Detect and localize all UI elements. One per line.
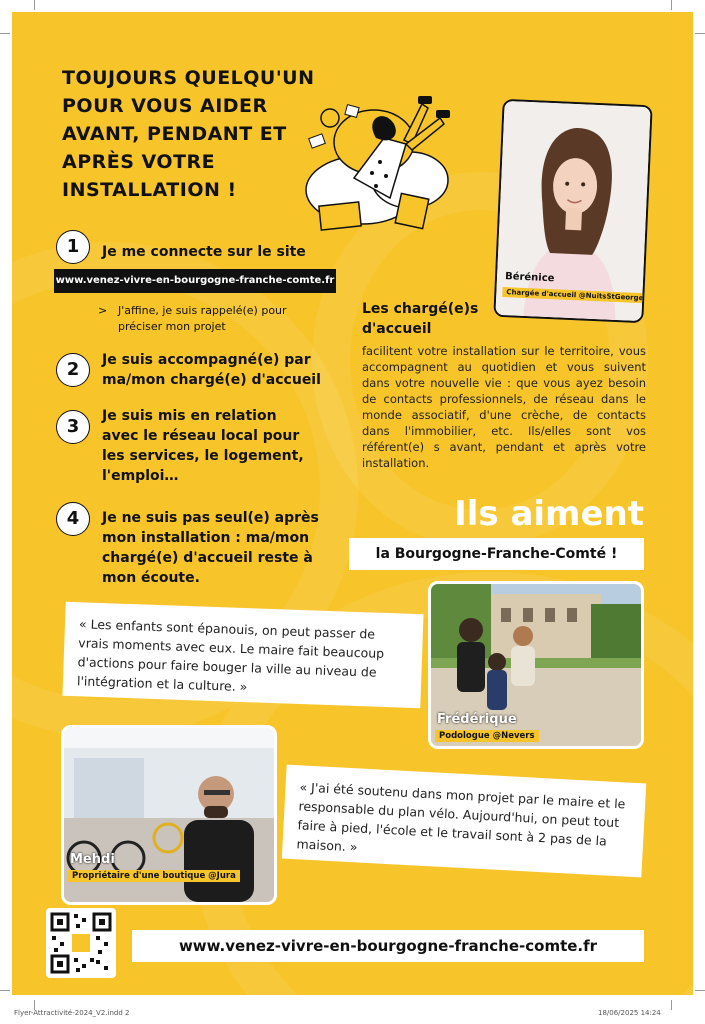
crop-mark	[34, 0, 35, 10]
step-2-text: Je suis accompagné(e) par ma/mon chargé(e) d'accueil	[102, 352, 321, 388]
mehdi-name: Mehdi	[70, 852, 115, 867]
flyer-page	[12, 12, 693, 995]
ils-aiment-heading: Ils aiment	[454, 494, 644, 534]
site-url-link[interactable]: www.venez-vivre-en-bourgogne-franche-comte.fr	[54, 269, 336, 293]
berenice-name: Bérénice	[504, 271, 555, 285]
step-number-2: 2	[56, 353, 90, 387]
step-4-text: Je ne suis pas seul(e) après mon installation : ma/mon chargé(e) d'accueil reste à mon écoute.	[102, 510, 319, 586]
chevron-right-icon: >	[98, 304, 108, 317]
step-1-bullet-text: J'affine, je suis rappelé(e) pour préciser mon projet	[118, 304, 287, 333]
qr-code[interactable]	[46, 908, 116, 978]
step-1-text: Je me connecte sur le site	[102, 244, 306, 260]
mehdi-photo-card	[61, 725, 277, 905]
print-slug-filename: Flyer-Attractivité-2024_V2.indd 2	[14, 1009, 130, 1017]
frederique-quote-text: « Les enfants sont épanouis, on peut passer de vrais moments avec eux. Le maire fait beaucoup d'actions pour faire bouger la ville au niveau de l'intégration et la culture. »	[76, 616, 385, 695]
crop-mark	[695, 33, 705, 34]
berenice-role: Chargée d'accueil @NuitsStGeorges	[502, 287, 651, 303]
step-number-3: 3	[56, 410, 90, 444]
crop-mark	[0, 990, 10, 991]
charges-title: Les chargé(e)s d'accueil	[362, 301, 479, 337]
print-slug-date: 18/06/2025 14:24	[598, 1009, 661, 1017]
crop-mark	[0, 33, 10, 34]
step-1-bullet	[98, 303, 332, 335]
mehdi-quote-text: « J'ai été soutenu dans mon projet par le maire et le responsable du plan vélo. Aujourd'hui, on peut tout faire à pied, l'école et le travail sont à 2 pas de la maison. »	[296, 779, 626, 855]
person-on-cloud-illustration	[294, 78, 464, 238]
frederique-name: Frédérique	[437, 712, 517, 727]
footer-site-url-link[interactable]: www.venez-vivre-en-bourgogne-franche-comte.fr	[132, 930, 644, 962]
crop-mark	[671, 1000, 672, 1010]
region-banner: la Bourgogne-Franche-Comté !	[349, 538, 644, 570]
frederique-role: Podologue @Nevers	[435, 730, 539, 742]
step-number-4: 4	[56, 502, 90, 536]
berenice-portrait-card	[493, 99, 652, 323]
charges-body: facilitent votre installation sur le territoire, vous accompagnent au quotidien et vous suivent dans votre nouvelle vie : que vous ayez besoin de contacts professionnels, de réseau dans le monde associatif, d'une crèche, de contacts dans l'immobilier, etc. Ils/elles sont vos référent(e) s avant, pendant et après votre installation.	[362, 344, 646, 470]
mehdi-role: Propriétaire d'une boutique @Jura	[68, 870, 240, 882]
crop-mark	[695, 990, 705, 991]
frederique-photo-card	[428, 581, 644, 749]
step-number-1: 1	[56, 230, 90, 264]
frederique-quote-card	[62, 602, 423, 708]
step-3-text: Je suis mis en relation avec le réseau local pour les services, le logement, l'emploi…	[102, 408, 304, 484]
crop-mark	[671, 0, 672, 10]
page-headline: TOUJOURS QUELQU'UN POUR VOUS AIDER AVANT, PENDANT ET APRÈS VOTRE INSTALLATION !	[62, 67, 315, 201]
mehdi-quote-card	[282, 765, 646, 878]
